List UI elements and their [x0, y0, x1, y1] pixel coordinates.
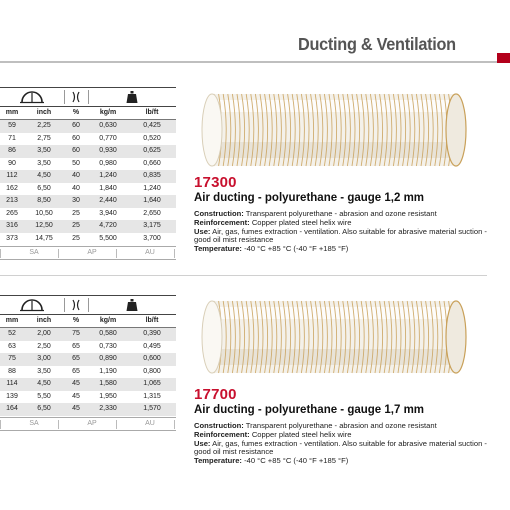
footer-separator: [174, 420, 175, 429]
table-cell: 75: [8, 355, 16, 362]
hose-end-left: [202, 94, 222, 166]
title-accent-bar: [497, 53, 510, 63]
construction-value: Transparent polyurethane - abrasion and ozone resistant: [245, 421, 437, 430]
hose-end-right: [446, 301, 466, 373]
table-row: [0, 133, 176, 146]
reinforcement-value: Copper plated steel helix wire: [251, 429, 352, 439]
icon-separator: [64, 298, 65, 312]
hose-end-left: [202, 301, 222, 373]
table-cell: 40: [72, 172, 80, 179]
table-cell: 0,890: [99, 355, 117, 362]
table-cell: 25: [72, 209, 80, 217]
spec-table-17700: [0, 295, 176, 431]
vacuum-icon: [64, 88, 88, 106]
table-row: [0, 378, 176, 391]
temperature-value: -40 °C +85 °C (-40 °F +185 °F): [244, 244, 349, 254]
table-row: [0, 158, 176, 171]
table-cell: 2,330: [99, 405, 117, 412]
table-cell: 316: [6, 222, 18, 229]
temperature-line: [194, 245, 494, 254]
footer-separator: [174, 249, 175, 258]
column-header: kg/m: [99, 317, 117, 324]
table-cell: 1,190: [99, 367, 117, 375]
table-cell: 2,440: [99, 197, 117, 204]
approval-label: SA: [29, 249, 39, 256]
title-rule: [0, 61, 510, 63]
footer-separator: [58, 249, 59, 258]
approval-label: AU: [145, 419, 155, 427]
table-cell: 8,50: [37, 197, 51, 204]
table-cell: 0,580: [99, 330, 117, 337]
table-cell: 3,50: [37, 159, 51, 167]
table-row: [0, 328, 176, 341]
column-header: mm: [5, 109, 19, 116]
product-description: [194, 422, 494, 466]
table-row: [0, 220, 176, 233]
footer-separator: [0, 249, 1, 258]
table-cell: 3,700: [143, 234, 161, 242]
footer-separator: [116, 249, 117, 258]
table-cell: 112: [6, 172, 18, 179]
table-cell: 10,50: [35, 209, 53, 217]
table-cell: 0,495: [143, 342, 161, 350]
product-name: Air ducting - polyurethane - gauge 1,7 mm: [194, 404, 425, 416]
column-header: %: [72, 317, 80, 324]
use-value: Air, gas, fumes extraction - ventilation. Also suitable for abrasive material suction - good oil mist resistance: [194, 226, 487, 245]
table-cell: 6,50: [37, 184, 51, 192]
approval-label: SA: [29, 419, 39, 427]
table-cell: 65: [72, 355, 80, 362]
table-cell: 1,315: [143, 392, 161, 400]
column-header: mm: [5, 317, 19, 324]
section-divider: [0, 275, 487, 276]
table-cell: 0,425: [143, 122, 161, 129]
table-cell: 60: [72, 122, 80, 129]
construction-value: Transparent polyurethane - abrasion and ozone resistant: [245, 209, 437, 218]
table-cell: 30: [72, 197, 80, 204]
table-row: [0, 195, 176, 208]
table-cell: 162: [6, 184, 18, 192]
approval-label: AP: [87, 419, 97, 427]
temperature-label: Temperature:: [194, 244, 242, 254]
temperature-label: Temperature:: [194, 456, 242, 466]
table-cell: 65: [72, 342, 80, 350]
footer-separator: [58, 420, 59, 429]
approval-footer: [0, 417, 176, 431]
table-cell: 3,50: [37, 147, 51, 154]
table-cell: 3,175: [143, 222, 161, 229]
table-row: [0, 183, 176, 196]
table-cell: 40: [72, 184, 80, 192]
reinforcement-label: Reinforcement:: [194, 429, 250, 439]
approval-label: AU: [145, 249, 155, 256]
construction-label: Construction:: [194, 209, 244, 218]
table-cell: 139: [6, 392, 18, 400]
table-row: [0, 170, 176, 183]
page-title: Ducting & Ventilation: [298, 34, 456, 54]
footer-separator: [116, 420, 117, 429]
table-cell: 1,950: [99, 392, 117, 400]
table-row: [0, 391, 176, 404]
table-cell: 59: [8, 122, 16, 129]
table-cell: 65: [72, 367, 80, 375]
column-header: kg/m: [99, 109, 117, 116]
temperature-line: [194, 457, 494, 466]
table-cell: 45: [72, 405, 80, 412]
column-header: inch: [36, 317, 52, 324]
hose-image-17300: [190, 80, 480, 180]
table-cell: 0,730: [99, 342, 117, 350]
table-cell: 4,50: [37, 380, 51, 387]
table-cell: 0,930: [99, 147, 117, 154]
table-cell: 4,50: [37, 172, 51, 179]
reinforcement-value: Copper plated steel helix wire: [251, 217, 352, 227]
table-cell: 114: [6, 380, 18, 387]
reinforcement-label: Reinforcement:: [194, 217, 250, 227]
product-description: [194, 210, 494, 254]
product-code: 17300: [194, 174, 237, 191]
table-cell: 1,570: [143, 405, 161, 412]
column-header-row: [0, 315, 176, 328]
table-cell: 213: [6, 197, 18, 204]
table-cell: 0,660: [143, 159, 161, 167]
icon-header-row: [0, 87, 176, 107]
table-cell: 2,00: [37, 330, 51, 337]
vacuum-icon: [64, 296, 88, 314]
product-name: Air ducting - polyurethane - gauge 1,2 mm: [194, 192, 425, 204]
table-cell: 0,980: [99, 159, 117, 167]
table-cell: 4,720: [99, 222, 117, 229]
weight-icon: [88, 296, 176, 314]
table-cell: 0,835: [143, 172, 161, 179]
table-cell: 1,240: [99, 172, 117, 179]
table-cell: 164: [6, 405, 18, 412]
table-row: [0, 353, 176, 366]
table-cell: 71: [8, 134, 16, 142]
column-header: inch: [36, 109, 52, 116]
table-cell: 52: [8, 330, 16, 337]
spec-table-17300: [0, 87, 176, 260]
table-cell: 75: [72, 330, 80, 337]
table-row: [0, 145, 176, 158]
table-cell: 3,940: [99, 209, 117, 217]
bend-radius-icon: [0, 88, 64, 106]
approval-label: AP: [87, 249, 97, 256]
approval-footer: [0, 246, 176, 260]
table-cell: 86: [8, 147, 16, 154]
table-cell: 63: [8, 342, 16, 350]
product-code: 17700: [194, 386, 237, 403]
table-row: [0, 233, 176, 246]
table-cell: 90: [8, 159, 16, 167]
table-row: [0, 208, 176, 221]
column-header-row: [0, 107, 176, 120]
icon-separator: [88, 90, 89, 104]
table-cell: 60: [72, 134, 80, 142]
table-cell: 0,625: [143, 147, 161, 154]
table-cell: 2,25: [37, 122, 51, 129]
table-cell: 0,600: [143, 355, 161, 362]
table-row: [0, 366, 176, 379]
table-cell: 3,50: [37, 367, 51, 375]
table-cell: 0,630: [99, 122, 117, 129]
table-cell: 45: [72, 392, 80, 400]
table-row: [0, 341, 176, 354]
hose-image-17700: [190, 287, 480, 387]
icon-header-row: [0, 295, 176, 315]
table-cell: 60: [72, 147, 80, 154]
table-cell: 5,50: [37, 392, 51, 400]
construction-label: Construction:: [194, 421, 244, 430]
table-cell: 88: [8, 367, 16, 375]
table-cell: 265: [6, 209, 18, 217]
column-header: lb/ft: [145, 317, 159, 324]
footer-separator: [0, 420, 1, 429]
table-cell: 25: [72, 222, 80, 229]
weight-icon: [88, 88, 176, 106]
use-label: Use:: [194, 226, 211, 236]
table-body: [0, 328, 176, 416]
table-row: [0, 403, 176, 416]
column-header: lb/ft: [145, 109, 159, 116]
hose-shadow: [210, 142, 458, 158]
table-cell: 0,800: [143, 367, 161, 375]
use-line: [194, 440, 494, 458]
table-cell: 373: [6, 234, 18, 242]
table-cell: 5,500: [99, 234, 117, 242]
use-line: [194, 228, 494, 246]
table-cell: 1,240: [143, 184, 161, 192]
hose-end-right: [446, 94, 466, 166]
table-cell: 45: [72, 380, 80, 387]
table-row: [0, 120, 176, 133]
table-cell: 1,065: [143, 380, 161, 387]
table-cell: 0,770: [99, 134, 117, 142]
icon-separator: [88, 298, 89, 312]
table-cell: 1,580: [99, 380, 117, 387]
icon-separator: [64, 90, 65, 104]
table-cell: 2,50: [37, 342, 51, 350]
temperature-value: -40 °C +85 °C (-40 °F +185 °F): [244, 456, 349, 466]
column-header: %: [72, 109, 80, 116]
table-body: [0, 120, 176, 245]
table-cell: 2,650: [143, 209, 161, 217]
table-cell: 50: [72, 159, 80, 167]
table-cell: 12,50: [35, 222, 53, 229]
table-cell: 2,75: [37, 134, 51, 142]
use-value: Air, gas, fumes extraction - ventilation. Also suitable for abrasive material suction - good oil mist resistance: [194, 438, 487, 457]
table-cell: 1,640: [143, 197, 161, 204]
table-cell: 3,00: [37, 355, 51, 362]
table-cell: 25: [72, 234, 80, 242]
use-label: Use:: [194, 438, 211, 448]
table-cell: 0,520: [143, 134, 161, 142]
table-cell: 14,75: [35, 234, 53, 242]
table-cell: 6,50: [37, 405, 51, 412]
table-cell: 0,390: [143, 330, 161, 337]
bend-radius-icon: [0, 296, 64, 314]
table-cell: 1,840: [99, 184, 117, 192]
hose-shadow: [210, 349, 458, 365]
